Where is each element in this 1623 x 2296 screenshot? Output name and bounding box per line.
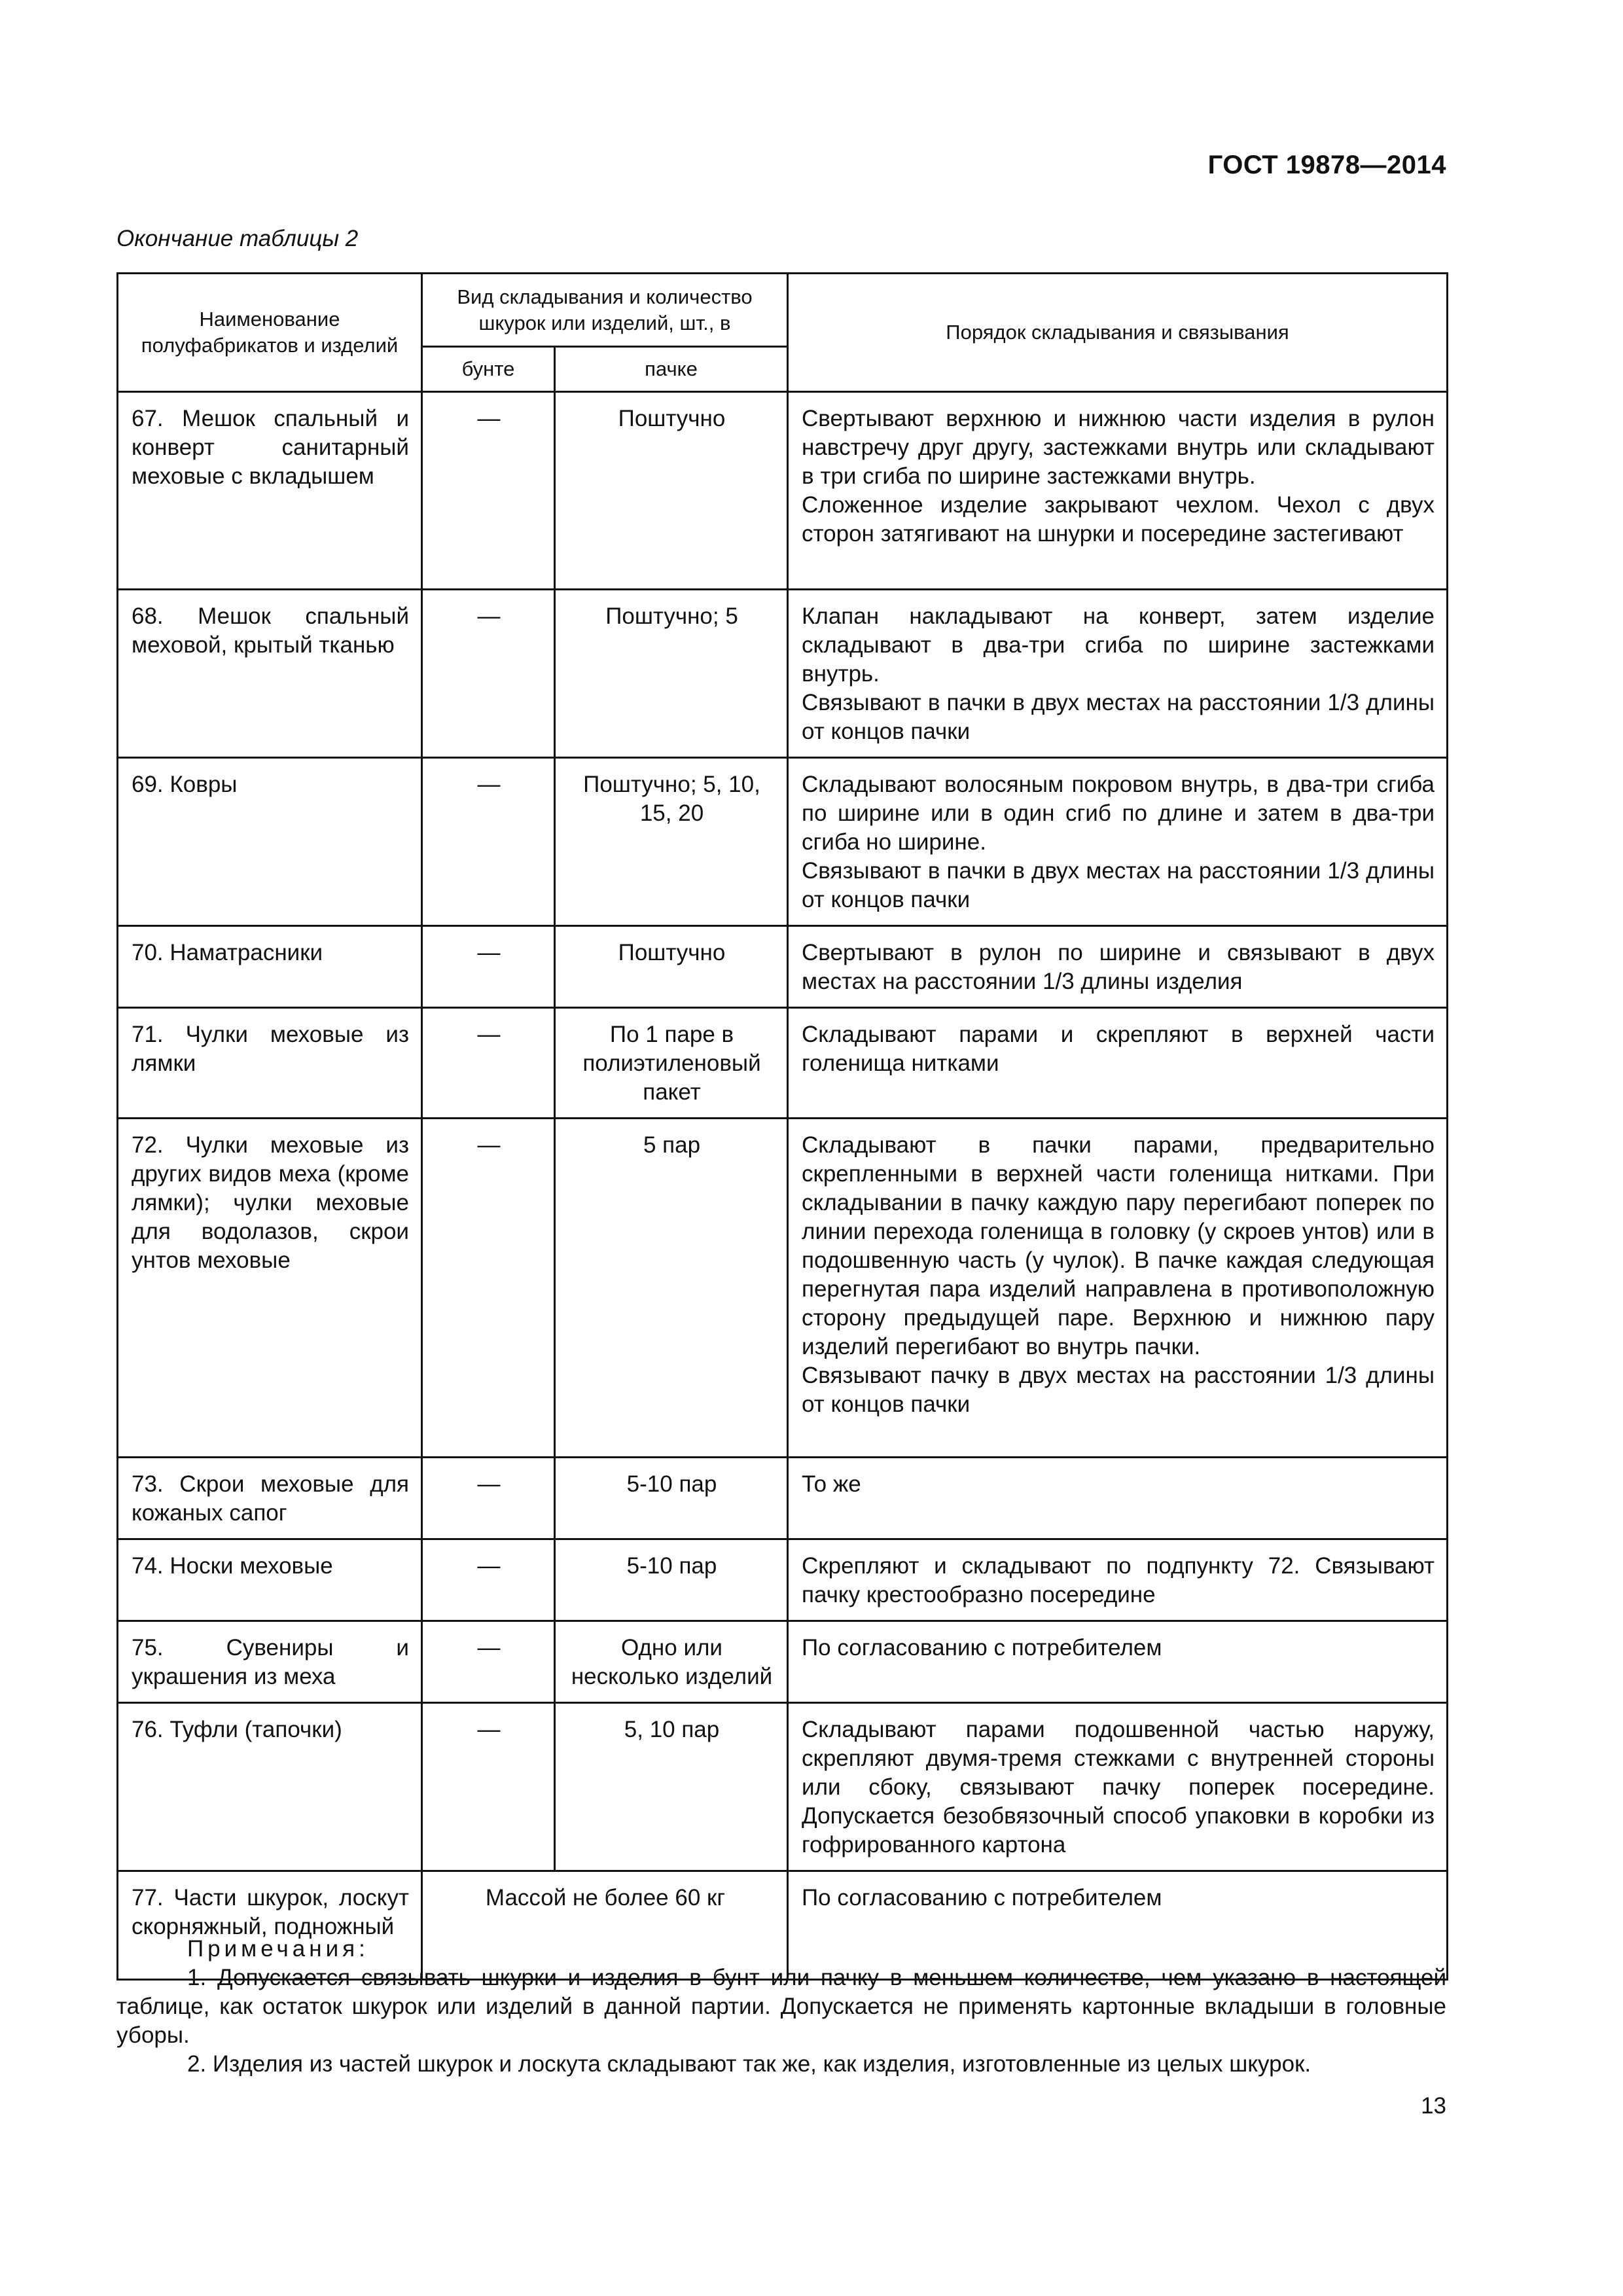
- table-row: [118, 590, 1448, 758]
- bunt-value: —: [422, 392, 555, 590]
- pachka-value: 5, 10 пар: [555, 1703, 788, 1871]
- pachka-value: Поштучно; 5, 10, 15, 20: [555, 758, 788, 926]
- note-1: 1. Допускается связывать шкурки и изделия в бунт или пачку в меньшем количестве, чем указано в настоящей таблице, как остаток шкурок или изделий в данной партии. Допускается не применять картонные вкладыши в головные уборы.: [116, 1965, 1446, 2048]
- bunt-value: —: [422, 1008, 555, 1119]
- procedure-paragraph: По согласованию с потребителем: [802, 1635, 1162, 1660]
- pachka-value: Поштучно: [555, 926, 788, 1008]
- procedure: [788, 1008, 1448, 1119]
- item-name: 75. Сувениры и украшения из меха: [118, 1621, 422, 1703]
- procedure-paragraph: Складывают парами подошвенной частью наружу, скрепляют двумя-тремя стежками с внутренней стороны или сбоку, связывают пачку поперек посередине. Допускается безобвязочный способ упаковки в коробки из гофрированного картона: [802, 1717, 1435, 1857]
- item-name: 76. Туфли (тапочки): [118, 1703, 422, 1871]
- procedure: [788, 392, 1448, 590]
- col-header-order: Порядок складывания и связывания: [788, 274, 1448, 392]
- packing-table: [116, 272, 1448, 1981]
- bunt-value: —: [422, 926, 555, 1008]
- procedure: По согласованию с потребителем: [788, 1871, 1448, 1980]
- bunt-value: —: [422, 1539, 555, 1621]
- pachka-value: 5-10 пар: [555, 1458, 788, 1539]
- procedure-paragraph: Скрепляют и складывают по подпункту 72. Связывают пачку крестообразно посередине: [802, 1553, 1435, 1607]
- procedure-paragraph: Складывают парами и скрепляют в верхней части голенища нитками: [802, 1022, 1435, 1076]
- col-header-bunt: бунте: [422, 347, 555, 392]
- procedure-paragraph: Складывают волосяным покровом внутрь, в два-три сгиба по ширине или в один сгиб по длине и затем в два-три сгиба но ширине.: [802, 772, 1435, 855]
- item-name: 67. Мешок спальный и конверт санитарный меховые с вкладышем: [118, 392, 422, 590]
- bunt-value: —: [422, 1458, 555, 1539]
- item-name: 77. Части шкурок, лоскут скорняжный, подножный: [118, 1871, 422, 1980]
- pachka-value: Поштучно: [555, 392, 788, 590]
- item-name: 72. Чулки меховые из других видов меха (кроме лямки); чулки меховые для водолазов, скрои унтов меховые: [118, 1119, 422, 1458]
- table-row: [118, 1119, 1448, 1458]
- procedure: [788, 758, 1448, 926]
- item-name: 69. Ковры: [118, 758, 422, 926]
- table-row: [118, 1621, 1448, 1703]
- bunt-value: —: [422, 590, 555, 758]
- item-name: 70. Наматрасники: [118, 926, 422, 1008]
- procedure-paragraph: Связывают в пачки в двух местах на расстоянии 1/3 длины от концов пачки: [802, 858, 1435, 912]
- item-name: 74. Носки меховые: [118, 1539, 422, 1621]
- procedure-paragraph: Складывают в пачки парами, предварительно скрепленными в верхней части голенища нитками. При складывании в пачку каждую пару перегибают поперек по линии перехода голенища в головку (у скроев унтов) или в подошвенную часть (у чулок). В пачке каждая следующая перегнутая пара изделий направлена в противоположную сторону предыдущей паре. Верхнюю и нижнюю пару изделий перегибают во внутрь пачки.: [802, 1132, 1435, 1359]
- procedure: [788, 1458, 1448, 1539]
- bunt-value: —: [422, 1703, 555, 1871]
- table-row: [118, 758, 1448, 926]
- item-name: 68. Мешок спальный меховой, крытый тканью: [118, 590, 422, 758]
- table-caption: Окончание таблицы 2: [116, 226, 359, 251]
- item-name: 73. Скрои меховые для кожаных сапог: [118, 1458, 422, 1539]
- pachka-value: Одно или несколько изделий: [555, 1621, 788, 1703]
- table-row: [118, 1008, 1448, 1119]
- procedure-paragraph: Клапан накладывают на конверт, затем изделие складывают в два-три сгиба по ширине застежками внутрь.: [802, 603, 1435, 687]
- table-row: [118, 1539, 1448, 1621]
- pachka-value: По 1 паре в полиэтиленовый пакет: [555, 1008, 788, 1119]
- pachka-value: 5 пар: [555, 1119, 788, 1458]
- note-2: 2. Изделия из частей шкурок и лоскута складывают так же, как изделия, изготовленные из целых шкурок.: [187, 2051, 1311, 2077]
- procedure-paragraph: Связывают пачку в двух местах на расстоянии 1/3 длины от концов пачки: [802, 1363, 1435, 1417]
- page-number: 13: [1421, 2093, 1446, 2119]
- document-title: ГОСТ 19878—2014: [1207, 151, 1446, 179]
- procedure-paragraph: Свертывают в рулон по ширине и связывают в двух местах на расстоянии 1/3 длины изделия: [802, 940, 1435, 994]
- bunt-value: —: [422, 758, 555, 926]
- procedure-paragraph: Связывают в пачки в двух местах на расстоянии 1/3 длины от концов пачки: [802, 690, 1435, 744]
- procedure: [788, 926, 1448, 1008]
- table-row: [118, 926, 1448, 1008]
- notes: [116, 1935, 1446, 2079]
- table-row: [118, 392, 1448, 590]
- pachka-value: 5-10 пар: [555, 1539, 788, 1621]
- bunt-value: —: [422, 1119, 555, 1458]
- quantity-span-value: Массой не более 60 кг: [422, 1871, 788, 1980]
- procedure-paragraph: То же: [802, 1471, 861, 1497]
- procedure: [788, 1703, 1448, 1871]
- col-header-pachka: пачке: [555, 347, 788, 392]
- procedure: [788, 1119, 1448, 1458]
- procedure-paragraph: Свертывают верхнюю и нижнюю части изделия в рулон навстречу друг другу, застежками внутрь или складывают в три сгиба по ширине застежками внутрь.: [802, 406, 1435, 489]
- pachka-value: Поштучно; 5: [555, 590, 788, 758]
- table-row: [118, 1703, 1448, 1871]
- bunt-value: —: [422, 1621, 555, 1703]
- procedure: [788, 1539, 1448, 1621]
- procedure-paragraph: Сложенное изделие закрывают чехлом. Чехол с двух сторон затягивают на шнурки и посередине застегивают: [802, 492, 1435, 547]
- col-header-name: Наименование полуфабрикатов и изделий: [118, 274, 422, 392]
- procedure: [788, 590, 1448, 758]
- table-row: [118, 1458, 1448, 1539]
- procedure: [788, 1621, 1448, 1703]
- notes-heading: Примечания:: [187, 1936, 369, 1962]
- col-header-group: Вид складывания и количество шкурок или изделий, шт., в: [422, 274, 788, 347]
- item-name: 71. Чулки меховые из лямки: [118, 1008, 422, 1119]
